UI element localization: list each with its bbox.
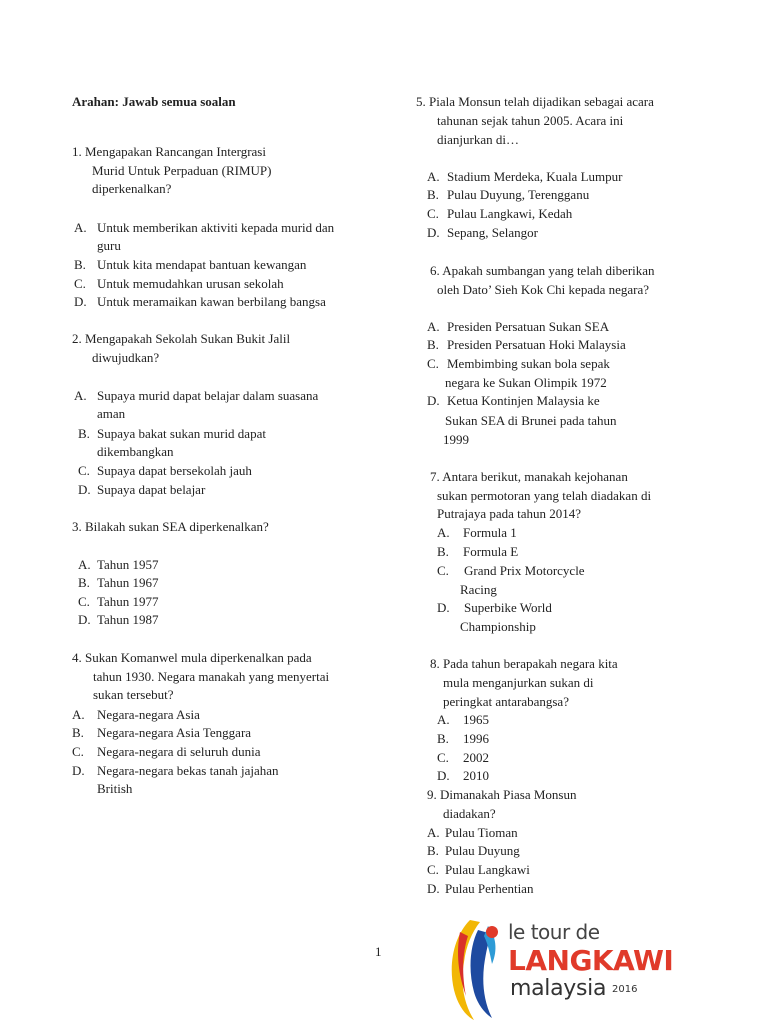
option-letter: C.: [72, 744, 84, 759]
option-text: Membimbing sukan bola sepak: [447, 356, 610, 371]
option-text: Pulau Duyung: [445, 843, 520, 858]
option-letter: B.: [78, 575, 90, 590]
question-text: dianjurkan di…: [437, 132, 519, 147]
question-text: 7. Antara berikut, manakah kejohanan: [430, 469, 628, 484]
option-letter: A.: [72, 707, 85, 722]
option-letter: D.: [72, 763, 85, 778]
option-text: Grand Prix Motorcycle: [464, 563, 585, 578]
question-text: mula menganjurkan sukan di: [443, 675, 594, 690]
option-text: 2010: [463, 768, 489, 783]
option-text: Pulau Perhentian: [445, 881, 534, 896]
option-text: Negara-negara Asia Tenggara: [97, 725, 252, 740]
option-text: guru: [97, 238, 121, 253]
question-text: diwujudkan?: [92, 350, 160, 365]
logo-text-langkawi: LANGKAWI: [508, 944, 674, 977]
option-letter: B.: [437, 544, 449, 559]
option-letter: C.: [427, 862, 439, 877]
question-text: 8. Pada tahun berapakah negara kita: [430, 656, 618, 671]
option-text: Tahun 1977: [97, 594, 159, 609]
option-text: Formula E: [463, 544, 519, 559]
option-text: Supaya dapat belajar: [97, 482, 206, 497]
option-text: Presiden Persatuan Sukan SEA: [447, 319, 610, 334]
option-letter: C.: [427, 356, 439, 371]
option-text: Supaya murid dapat belajar dalam suasana: [97, 388, 319, 403]
option-text: Sukan SEA di Brunei pada tahun: [445, 413, 617, 428]
option-text: 2002: [463, 750, 489, 765]
option-letter: A.: [78, 557, 91, 572]
option-text: Pulau Duyung, Terengganu: [447, 187, 590, 202]
cyclist-swoosh-icon: [440, 912, 510, 1022]
option-letter: A.: [427, 169, 440, 184]
option-letter: D.: [437, 600, 450, 615]
question-text: 1. Mengapakan Rancangan Intergrasi: [72, 144, 266, 159]
option-text: Racing: [460, 582, 497, 597]
question-text: diperkenalkan?: [92, 181, 172, 196]
question-text: 2. Mengapakah Sekolah Sukan Bukit Jalil: [72, 331, 291, 346]
question-text: 3. Bilakah sukan SEA diperkenalkan?: [72, 519, 269, 534]
option-letter: D.: [74, 294, 87, 309]
option-letter: B.: [78, 426, 90, 441]
option-text: Pulau Langkawi: [445, 862, 530, 877]
question-text: tahun 1930. Negara manakah yang menyertai: [93, 669, 330, 684]
option-text: 1996: [463, 731, 489, 746]
option-letter: C.: [78, 463, 90, 478]
option-letter: A.: [437, 525, 450, 540]
option-text: British: [97, 781, 133, 796]
option-text: Negara-negara bekas tanah jajahan: [97, 763, 279, 778]
question-text: 4. Sukan Komanwel mula diperkenalkan pada: [72, 650, 312, 665]
option-text: Tahun 1967: [97, 575, 159, 590]
option-letter: C.: [427, 206, 439, 221]
option-text: Pulau Tioman: [445, 825, 518, 840]
question-text: peringkat antarabangsa?: [443, 694, 569, 709]
option-text: Pulau Langkawi, Kedah: [447, 206, 573, 221]
option-text: Stadium Merdeka, Kuala Lumpur: [447, 169, 623, 184]
option-letter: D.: [78, 612, 91, 627]
question-text: 5. Piala Monsun telah dijadikan sebagai acara: [416, 94, 654, 109]
option-text: Negara-negara di seluruh dunia: [97, 744, 261, 759]
option-text: negara ke Sukan Olimpik 1972: [445, 375, 607, 390]
question-text: Murid Untuk Perpaduan (RIMUP): [92, 163, 272, 178]
option-text: Championship: [460, 619, 536, 634]
option-text: Supaya dapat bersekolah jauh: [97, 463, 252, 478]
option-letter: A.: [74, 388, 87, 403]
option-letter: C.: [78, 594, 90, 609]
question-text: diadakan?: [443, 806, 496, 821]
question-text: Putrajaya pada tahun 2014?: [437, 506, 582, 521]
option-letter: D.: [427, 393, 440, 408]
logo-text-malaysia: malaysia: [510, 976, 607, 1001]
option-text: Supaya bakat sukan murid dapat: [97, 426, 266, 441]
question-text: tahunan sejak tahun 2005. Acara ini: [437, 113, 624, 128]
option-text: 1999: [443, 432, 469, 447]
option-letter: A.: [437, 712, 450, 727]
option-letter: D.: [427, 881, 440, 896]
option-text: 1965: [463, 712, 489, 727]
question-text: sukan tersebut?: [93, 687, 174, 702]
option-text: Untuk memberikan aktiviti kepada murid dan: [97, 220, 335, 235]
option-letter: B.: [72, 725, 84, 740]
option-text: dikembangkan: [97, 444, 174, 459]
option-text: Ketua Kontinjen Malaysia ke: [447, 393, 600, 408]
option-text: Negara-negara Asia: [97, 707, 200, 722]
option-letter: C.: [437, 563, 449, 578]
question-text: 6. Apakah sumbangan yang telah diberikan: [430, 263, 655, 278]
option-letter: C.: [437, 750, 449, 765]
option-letter: D.: [78, 482, 91, 497]
option-letter: B.: [427, 337, 439, 352]
option-text: Untuk meramaikan kawan berbilang bangsa: [97, 294, 326, 309]
option-text: Untuk memudahkan urusan sekolah: [97, 276, 284, 291]
option-text: aman: [97, 406, 126, 421]
option-text: Tahun 1957: [97, 557, 159, 572]
logo-text-year: 2016: [612, 984, 638, 995]
option-letter: A.: [427, 319, 440, 334]
option-letter: D.: [427, 225, 440, 240]
question-text: oleh Dato’ Sieh Kok Chi kepada negara?: [437, 282, 650, 297]
option-letter: B.: [74, 257, 86, 272]
option-text: Untuk kita mendapat bantuan kewangan: [97, 257, 307, 272]
tour-de-langkawi-logo: [440, 912, 674, 1022]
option-text: Superbike World: [464, 600, 552, 615]
option-letter: A.: [427, 825, 440, 840]
option-text: Formula 1: [463, 525, 517, 540]
option-text: Sepang, Selangor: [447, 225, 538, 240]
option-letter: B.: [437, 731, 449, 746]
question-text: 9. Dimanakah Piasa Monsun: [427, 787, 577, 802]
option-letter: A.: [74, 220, 87, 235]
option-letter: B.: [427, 187, 439, 202]
option-letter: D.: [437, 768, 450, 783]
option-letter: B.: [427, 843, 439, 858]
option-letter: C.: [74, 276, 86, 291]
instructions-heading: Arahan: Jawab semua soalan: [72, 94, 236, 109]
question-text: sukan permotoran yang telah diadakan di: [437, 488, 652, 503]
option-text: Presiden Persatuan Hoki Malaysia: [447, 337, 626, 352]
page-number: 1: [375, 944, 382, 959]
logo-text-le-tour-de: le tour de: [508, 920, 600, 944]
option-text: Tahun 1987: [97, 612, 159, 627]
